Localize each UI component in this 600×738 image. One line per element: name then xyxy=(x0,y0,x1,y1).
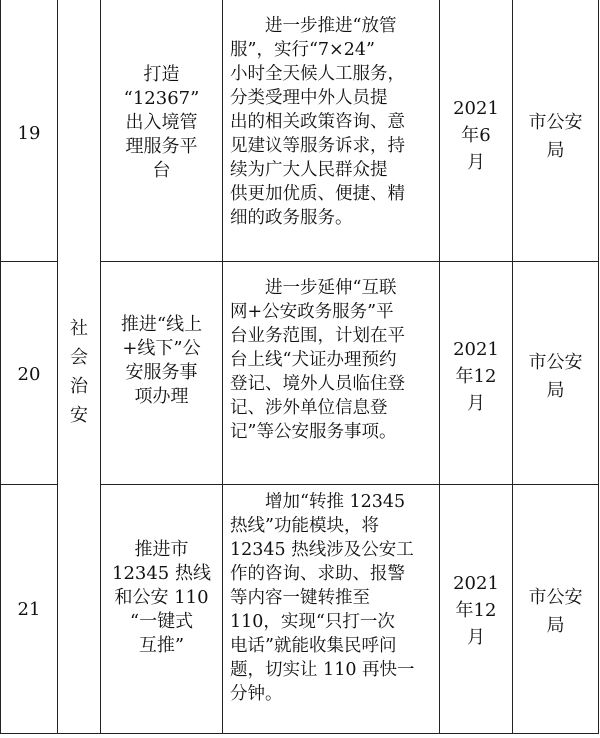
completion-time: 2021 年6 月 xyxy=(453,98,499,173)
row-divider xyxy=(100,484,599,485)
completion-time: 2021 年12 月 xyxy=(453,573,499,648)
project-content: 进一步延伸“互联 网+公安政务服务”平 台业务范围，计划在平 台上线“犬证办理预约 登记、境外人员临住登 记、涉外单位信息登 记”等公安服务事项。 xyxy=(230,278,405,442)
responsible-unit: 市公安 局 xyxy=(528,352,583,401)
row-divider xyxy=(1,261,57,262)
category-cell: 社 会 治 安 xyxy=(70,318,88,426)
row-divider xyxy=(100,261,599,262)
project-name: 打造 “12367” 出入境管 理服务平 台 xyxy=(123,64,200,181)
project-content: 增加“转推 12345 热线”功能模块，将 12345 热线涉及公安工 作的咨询、求助、报警 等内容一键转推至 110，实现“只打一次 电话”就能收集民呼问 题，切实让 110 再快一 分钟。 xyxy=(230,492,415,704)
responsible-unit: 市公安 局 xyxy=(528,587,583,636)
row-number: 20 xyxy=(17,364,41,385)
column-divider xyxy=(222,0,223,734)
project-name: 推进市 12345 热线 和公安 110 “一键式 互推” xyxy=(112,539,211,656)
project-name: 推进“线上 +线下”公 安服务事 项办理 xyxy=(120,314,203,407)
completion-time: 2021 年12 月 xyxy=(453,339,499,414)
row-divider xyxy=(1,484,57,485)
row-number: 21 xyxy=(17,599,41,620)
project-content: 进一步推进“放管 服”，实行“7×24” 小时全天候人工服务， 分类受理中外人员提 出的相关政策咨询、意 见建议等服务诉求，持 续为广大人民群众提 供更加优质、便捷、精 细的政务服务。 xyxy=(230,16,405,228)
column-divider xyxy=(598,0,599,734)
responsible-unit: 市公安 局 xyxy=(528,112,583,161)
row-number: 19 xyxy=(17,123,41,144)
